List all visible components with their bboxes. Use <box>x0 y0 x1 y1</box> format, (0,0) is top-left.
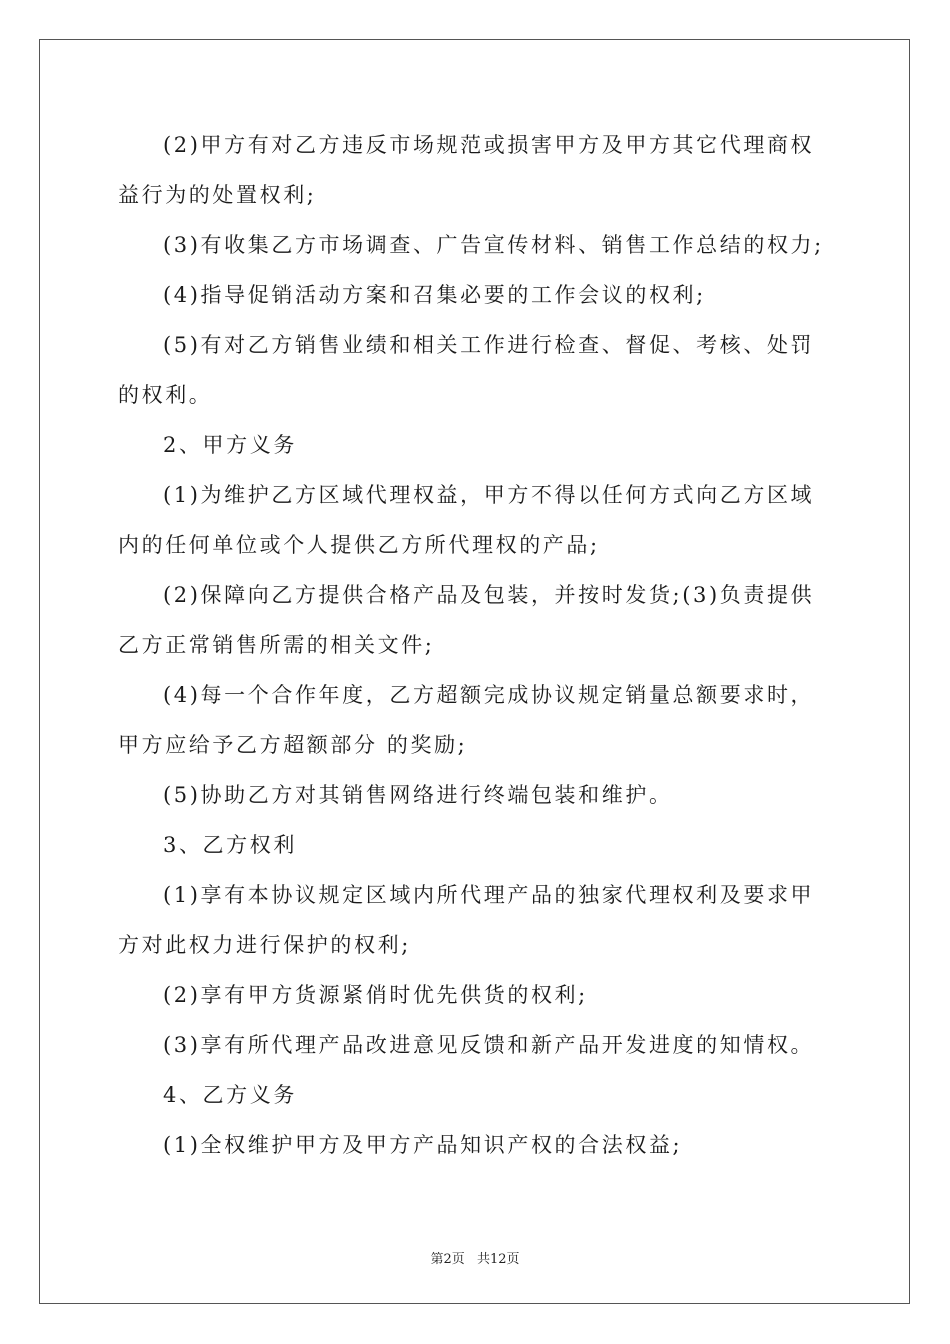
text-line: (1)全权维护甲方及甲方产品知识产权的合法权益; <box>163 1133 683 1157</box>
document-body <box>118 128 834 1178</box>
text-line: (2)甲方有对乙方违反市场规范或损害甲方及甲方其它代理商权 <box>163 133 815 157</box>
text-line: (3)有收集乙方市场调查、广告宣传材料、销售工作总结的权力; <box>163 233 824 257</box>
text-line: (2)享有甲方货源紧俏时优先供货的权利; <box>163 983 588 1007</box>
text-line: 益行为的处置权利; <box>118 183 317 207</box>
text-line: 方对此权力进行保护的权利; <box>118 933 411 957</box>
text-line: (4)每一个合作年度，乙方超额完成协议规定销量总额要求时， <box>163 683 815 707</box>
text-line: (4)指导促销活动方案和召集必要的工作会议的权利; <box>163 283 706 307</box>
text-line: (1)享有本协议规定区域内所代理产品的独家代理权利及要求甲 <box>163 883 815 907</box>
page-number: 第2页 <box>430 1252 465 1267</box>
page-total: 共12页 <box>476 1252 520 1267</box>
page-footer <box>0 1248 950 1267</box>
text-line: (2)保障向乙方提供合格产品及包装，并按时发货;(3)负责提供 <box>163 583 815 607</box>
text-line: (5)协助乙方对其销售网络进行终端包装和维护。 <box>163 783 673 807</box>
section-heading: 2、甲方义务 <box>163 433 297 457</box>
text-line: (5)有对乙方销售业绩和相关工作进行检查、督促、考核、处罚 <box>163 333 815 357</box>
text-line: (1)为维护乙方区域代理权益，甲方不得以任何方式向乙方区域 <box>163 483 815 507</box>
text-line: 的权利。 <box>118 383 213 407</box>
section-heading: 3、乙方权利 <box>163 833 297 857</box>
text-line: 内的任何单位或个人提供乙方所代理权的产品; <box>118 533 600 557</box>
text-line: (3)享有所代理产品改进意见反馈和新产品开发进度的知情权。 <box>163 1033 815 1057</box>
section-heading: 4、乙方义务 <box>163 1083 297 1107</box>
text-line: 甲方应给予乙方超额部分 的奖励; <box>118 733 468 757</box>
text-line: 乙方正常销售所需的相关文件; <box>118 633 435 657</box>
